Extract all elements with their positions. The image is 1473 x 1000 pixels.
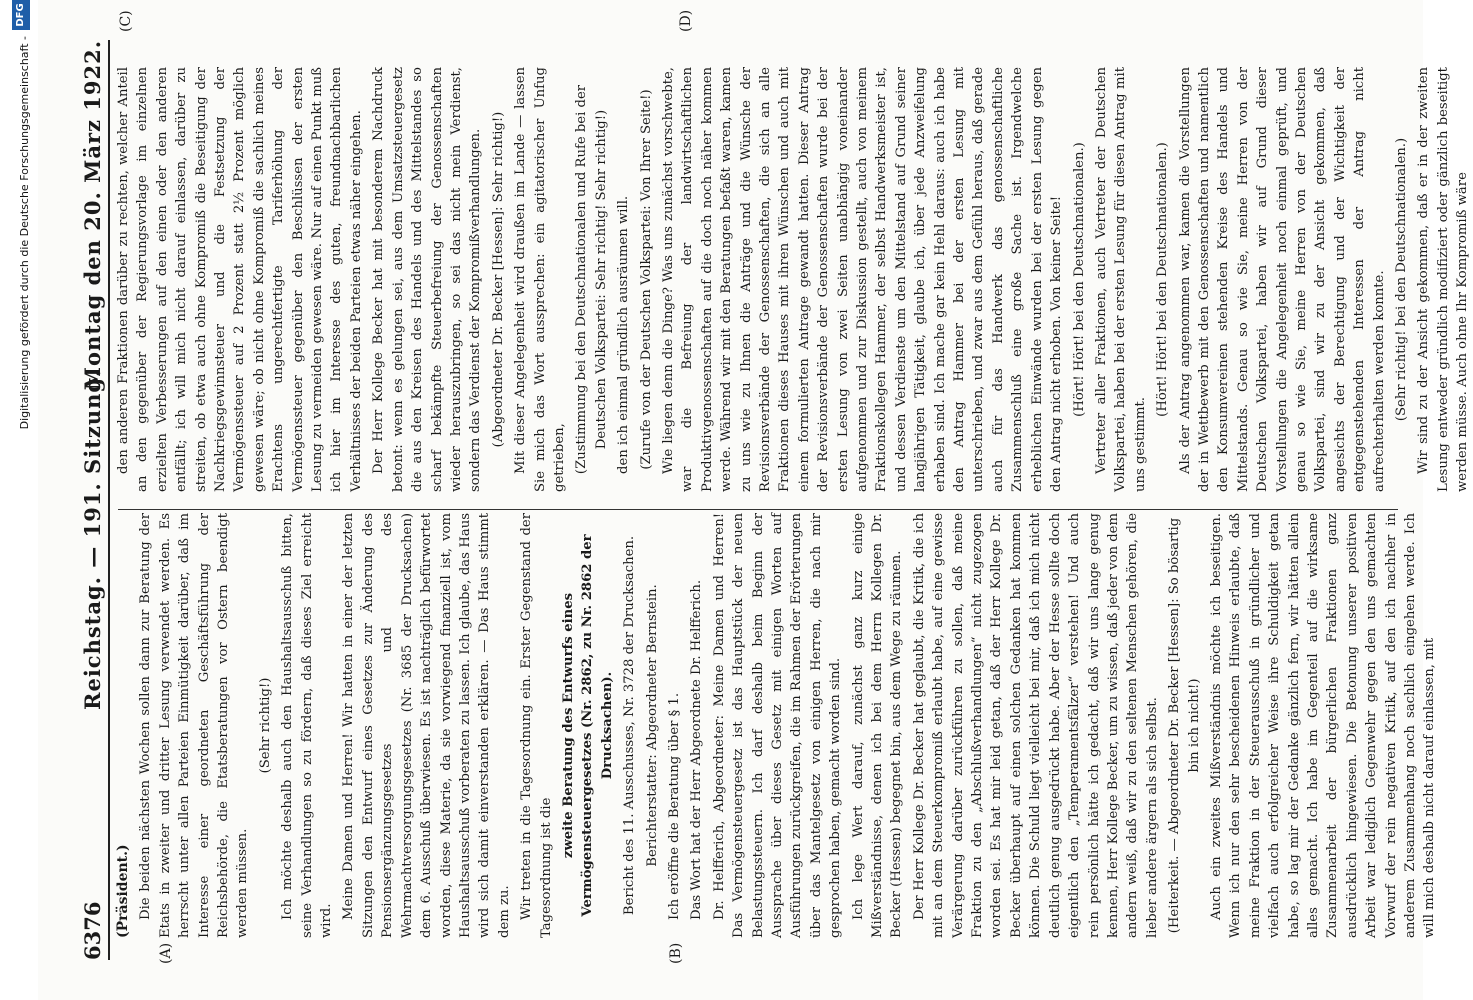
margin-mark-c: (C) [118, 10, 134, 32]
interjection: (Abgeordneter Dr. Becker [Hessen]: Sehr richtig!) [490, 111, 506, 448]
interjection: (Sehr richtig!) [257, 677, 273, 774]
interjection: (Zurufe von der Deutschen Volkspartei: Von Ihrer Seite!) [638, 89, 654, 470]
interjection: (Zustimmung bei den Deutschnationalen und Rufe bei der Deutschen Volkspartei: Sehr richtig! Sehr richtig!) [574, 84, 609, 475]
paragraph: Mit dieser Angelegenheit wird draußen im Lande — lassen Sie mich das Wort aussprechen: ein agitatorischer Unfug getrieben, [513, 67, 567, 492]
column-divider [118, 509, 1398, 510]
paragraph: Das Wort hat der Herr Abgeordnete Dr. Helfferich. [689, 579, 705, 920]
paragraph: Die beiden nächsten Wochen sollen dann zur Beratung der Etats in zweiter und dritter Lesung verwendet werden. Es herrscht unter allen Parteien Einmütigkeit darüber, daß im Interesse einer geordneten Geschäftsführung der Reichsbehörde, die Etatsberatungen vor Ostern beendigt werden müssen. [138, 513, 251, 938]
session-title: Reichstag. — 191. Sitzung. [80, 368, 105, 710]
session-date: Montag den 20. März 1922. [80, 40, 105, 391]
page-number: 6376 [80, 901, 105, 960]
paragraph: Wie liegen denn die Dinge? Was uns zunächst vorschwebte, war die Befreiung der landwirtschaftlichen Produktivgenossenschaften auf die doch noch näher kommen werde. Während wir mit den Beratungen befaßt waren, kamen zu uns wie zu Ihnen die Anträge und die Wünsche der Revisionsverbände der Genossenschaften, die sich an alle Fraktionen dieses Hauses mit ihren Wünschen und auch mit einem formulierten Antrage gewandt hatten. Dieser Antrag der Revisionsverbände der Genossenschaften wurde bei der ersten Lesung von zwei Seiten unabhängig voneinander aufgenommen und zur Diskussion gestellt, auch von meinem Fraktionskollegen Hammer, der selbst Handwerksmeister ist, und dessen Verdienste um den Mittelstand auf Grund seiner langjährigen Tätigkeit, glaube ich, über jede Anzweifelung erhaben sind. Ich mache gar kein Hehl daraus: auch ich habe den Antrag Hammer bei der ersten Lesung mit unterschrieben, und zwar aus dem Gefühl heraus, daß gerade auch für das Handwerk das genossenschaftliche Zusammenschluß eine große Sache ist. Irgendwelche erheblichen Einwände wurden bei der ersten Lesung gegen den Antrag nicht erhoben. Von keiner Seite! [660, 67, 1065, 492]
margin-mark-a: (A) [158, 942, 174, 964]
interjection: (Hört! Hört! bei den Deutschnationalen.) [1155, 142, 1171, 417]
margin-mark-b: (B) [668, 942, 684, 964]
paragraph: Ich möchte deshalb auch den Haushaltsausschuß bitten, seine Verhandlungen so zu fördern, daß dieses Ziel erreicht wird. [280, 513, 335, 938]
paragraph: Wir treten in die Tagesordnung ein. Erster Gegenstand der Tagesordnung ist die [519, 513, 554, 938]
paragraph: Vertreter aller Fraktionen, auch Vertreter der Deutschen Volkspartei, haben bei der ersten Lesung für diesen Antrag mit uns gestimmt. [1093, 67, 1148, 492]
paragraph: den anderen Fraktionen darüber zu rechten, welcher Anteil an den gegenüber der Regierungsvorlage im einzelnen erzielten Verbesserungen auf den einen oder den anderen entfällt; ich will mich nicht darauf einlassen, darüber zu streiten, ob etwa auch ohne Kompromiß die Beseitigung der Nachkriegsgewinnsteuer und die Festsetzung der Vermögenssteuer auf 2 Prozent statt 2½ Prozent möglich gewesen wäre; ob nicht ohne Kompromiß die sachlich meines Erachtens ungerechtfertigte Tariferhöhung der Vermögenssteuer gegenüber den Beschlüssen der ersten Lesung zu vermeiden gewesen wäre. Nur auf einen Punkt muß ich hier im Interesse des guten, freundnachbarlichen Verhältnisses der beiden Parteien etwas näher eingehen. [116, 67, 364, 492]
paragraph: Ich lege Wert darauf, zunächst ganz kurz einige Mißverständnisse, denen ich bei dem Herrn Kollegen Dr. Becker (Hessen) begegnet bin, aus dem Wege zu räumen. [850, 513, 905, 938]
paragraph: den ich einmal gründlich ausräumen will. [616, 195, 632, 474]
interjection: (Hört! Hört! bei den Deutschnationalen.) [1071, 142, 1087, 417]
agenda-item-title: zweite Beratung des Entwurfs eines Vermögensteuergesetzes (Nr. 2862, zu Nr. 2862 der Drucksachen). [560, 534, 615, 917]
scanned-sheet [38, 0, 1471, 1000]
paragraph: Auch ein zweites Mißverständnis möchte ich beseitigen. Wenn ich nur den sehr bescheidenen Hinweis erlaubte, daß meine Fraktion in der Steuerausschuß in gründlicher und vielfach auch erfolgreicher Weise ihre Schuldigkeit getan habe, so lag mir der Gedanke gänzlich fern, wir hätten allein alles gemacht. Ich habe im Gegenteil auf die wirksame Zusammenarbeit der bürgerlichen Fraktionen ganz ausdrücklich hingewiesen. Die Betonung unserer positiven Arbeit war lediglich Gegenwehr gegen den uns gemachten Vorwurf der rein negativen Kritik, auf den ich nachher in anderem Zusammenhang noch sachlich eingehen werde. Ich will mich deshalb nicht darauf einlassen, mit [1208, 513, 1438, 938]
paragraph: Der Herr Kollege Dr. Becker hat geglaubt, die Kritik, die ich mit an dem Steuerkompromiß erlaubt habe, auf eine gewisse Verärgerung darüber zurückführen zu sollen, daß meine Fraktion zu den „Abschlußverhandlungen“ nicht zugezogen worden sei. Es hat mir leid getan, daß der Herr Kollege Dr. Becker überhaupt auf einen solchen Gedanken hat kommen können. Die Schuld liegt vielleicht bei mir, daß ich mich nicht deutlich genug ausgedrückt habe. Aber der Hesse sollte doch eigentlich den „Temperamentsfälzer“ verstehen! Und auch rein persönlich hätte ich gedacht, daß wir uns lange genug kennen, Herr Kollege Becker, um zu wissen, daß jeder von dem andern weiß, daß wir zu den seltenen Menschen gehören, die lieber andere ärgern als sich selbst. [911, 513, 1160, 938]
paragraph: Der Herr Kollege Becker hat mit besonderem Nachdruck betont: wenn es gelungen sei, aus dem Umsatzsteuergesetz die aus den Kreisen des Handels und des Mittelstandes so scharf bekämpfte Steuerbefreiung der Genossenschaften wieder herauszubringen, so sei das nicht mein Verdienst, sondern das Verdienst der Kompromißverhandlungen. [371, 67, 484, 492]
paragraph: Wir sind zu der Ansicht gekommen, daß er in der zweiten Lesung entweder gründlich modifiziert oder gänzlich beseitigt werden müsse. Auch ohne Ihr Kompromiß wäre [1416, 67, 1471, 492]
rapporteur: Berichterstatter: Abgeordneter Bernstein. [644, 584, 660, 867]
interjection: (Sehr richtig! bei den Deutschnationalen.) [1394, 137, 1409, 422]
page-header [78, 40, 110, 960]
left-column [114, 513, 1438, 938]
paragraph: Meine Damen und Herren! Wir hatten in einer der letzten Sitzungen den Entwurf eines Gesetzes zur Änderung des Pensionsergänzungsgesetzes und des Wehrmachtversorgungsgesetzes (Nr. 3685 der Drucksachen) dem 6. Ausschuß überwiesen. Es ist nachträglich befürwortet worden, diese Materie, da sie vorwiegend finanziell ist, vom Haushaltsausschuß vorberaten zu lassen. Ich glaube, das Haus wird sich damit einverstanden erklären. — Das Haus stimmt dem zu. [341, 513, 512, 938]
report-reference: Bericht des 11. Ausschusses, Nr. 3728 der Drucksachen. [622, 535, 638, 916]
interjection: (Heiterkeit. — Abgeordneter Dr. Becker [Hessen]: So bösartig bin ich nicht!) [1167, 517, 1202, 934]
credit-line [0, 0, 32, 1000]
paragraph: Dr. Helfferich, Abgeordneter: Meine Damen und Herren! Das Vermögensteuergesetz ist das Hauptstück der neuen Belastungssteuern. Ich darf deshalb beim Beginn der Aussprache über dieses Gesetz mit einigen Worten auf Ausführungen zurückgreifen, die im Rahmen der Erörterungen über das Mantelgesetz von einigen Herren, die nach mir gesprochen haben, gemacht worden sind. [711, 513, 844, 938]
speaker-label: (Präsident.) [115, 844, 131, 938]
paragraph: Ich eröffne die Beratung über § 1. [666, 692, 682, 920]
margin-mark-d: (D) [678, 9, 694, 32]
paragraph: Als der Antrag angenommen war, kamen die Vorstellungen der in Wettbewerb mit den Genossenschaften und namentlich den Konsumvereinen stehenden Kreise des Handels und Mittelstands. Genau so wie Sie, meine Herren von der Deutschen Volkspartei, haben wir auf Grund dieser Vorstellungen die Angelegenheit noch einmal geprüft, und genau so wie Sie, meine Herren von der Deutschen Volkspartei, sind wir zu der Ansicht gekommen, daß angesichts der Berechtigung und der Wichtigkeit der entgegenstehenden Interessen der Antrag nicht aufrechterhalten werden konnte. [1177, 67, 1387, 492]
right-column [114, 67, 1471, 492]
credit-text: Digitalisierung gefördert durch die Deutsche Forschungsgemeinschaft - [18, 36, 31, 430]
dfg-logo: DFG [12, 0, 30, 30]
